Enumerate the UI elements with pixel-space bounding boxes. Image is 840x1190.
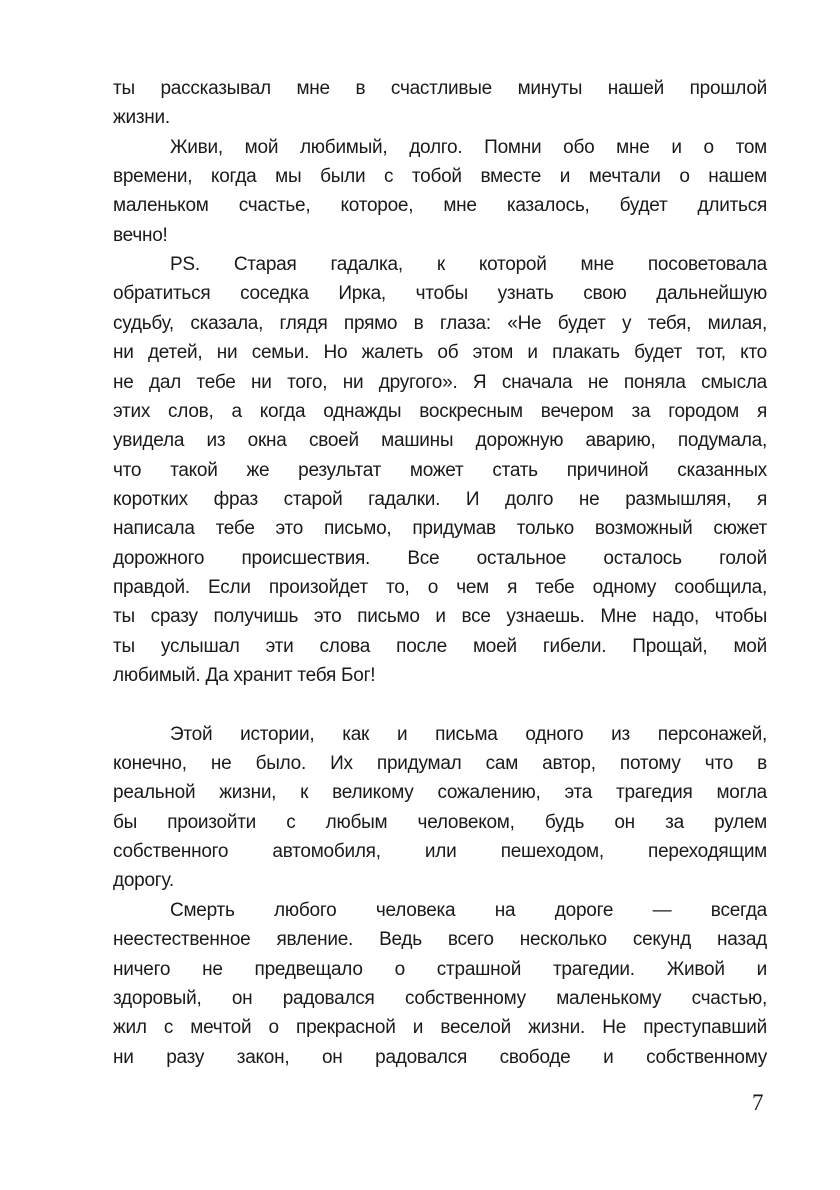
text-line: правдой. Если произойдет то, о чем я тебе одному сообщила, [113,576,767,598]
text-line: что такой же результат может стать причиной сказанных [113,459,767,481]
text-line: не дал тебе ни того, ни другого». Я сначала не поняла смысла [113,371,767,393]
text-line: неестественное явление. Ведь всего несколько секунд назад [113,929,767,951]
text-line: времени, когда мы были с тобой вместе и мечтали о нашем [113,166,767,188]
text-line: реальной жизни, к великому сожалению, эта трагедия могла [113,782,767,804]
text-line: ни детей, ни семьи. Но жалеть об этом и плакать будет тот, кто [113,342,767,364]
text-line: здоровый, он радовался собственному маленькому счастью, [113,987,767,1009]
text-line: Этой истории, как и письма одного из персонажей, [170,723,767,745]
text-line: вечно! [113,224,168,246]
text-line: увидела из окна своей машины дорожную аварию, подумала, [113,430,767,452]
text-line: судьбу, сказала, глядя прямо в глаза: «Не будет у тебя, милая, [113,312,767,334]
text-line: Смерть любого человека на дороге — всегда [170,899,767,921]
text-line: PS. Старая гадалка, к которой мне посоветовала [170,254,767,276]
text-line: ты сразу получишь это письмо и все узнаешь. Мне надо, чтобы [113,606,767,628]
text-line: этих слов, а когда однажды воскресным вечером за городом я [113,400,767,422]
text-line: жизни. [113,107,170,129]
text-line: написала тебе это письмо, придумав только возможный сюжет [113,518,767,540]
text-line [113,690,767,719]
text-line: дорожного происшествия. Все остальное осталось голой [113,547,767,569]
text-line: конечно, не было. Их придумал сам автор, потому что в [113,753,767,775]
text-line: обратиться соседка Ирка, чтобы узнать свою дальнейшую [113,283,767,305]
text-line: Живи, мой любимый, долго. Помни обо мне и о том [170,136,767,158]
text-line: ты услышал эти слова после моей гибели. Прощай, мой [113,635,767,657]
text-line: дорогу. [113,870,174,892]
text-line: коротких фраз старой гадалки. И долго не размышляя, я [113,488,767,510]
text-line: бы произойти с любым человеком, будь он за рулем [113,811,767,833]
text-line: любимый. Да хранит тебя Бог! [113,665,376,686]
page-number: 7 [752,1090,764,1115]
text-line: маленьком счастье, которое, мне казалось, будет длиться [113,195,767,217]
text-line: жил с мечтой о прекрасной и веселой жизни. Не преступавший [113,1017,767,1039]
text-line: собственного автомобиля, или пешеходом, переходящим [113,841,767,863]
text-line: ты рассказывал мне в счастливые минуты нашей прошлой [113,78,767,99]
text-line: ни разу закон, он радовался свободе и собственному [113,1046,767,1068]
text-line: ничего не предвещало о страшной трагедии. Живой и [113,958,767,980]
